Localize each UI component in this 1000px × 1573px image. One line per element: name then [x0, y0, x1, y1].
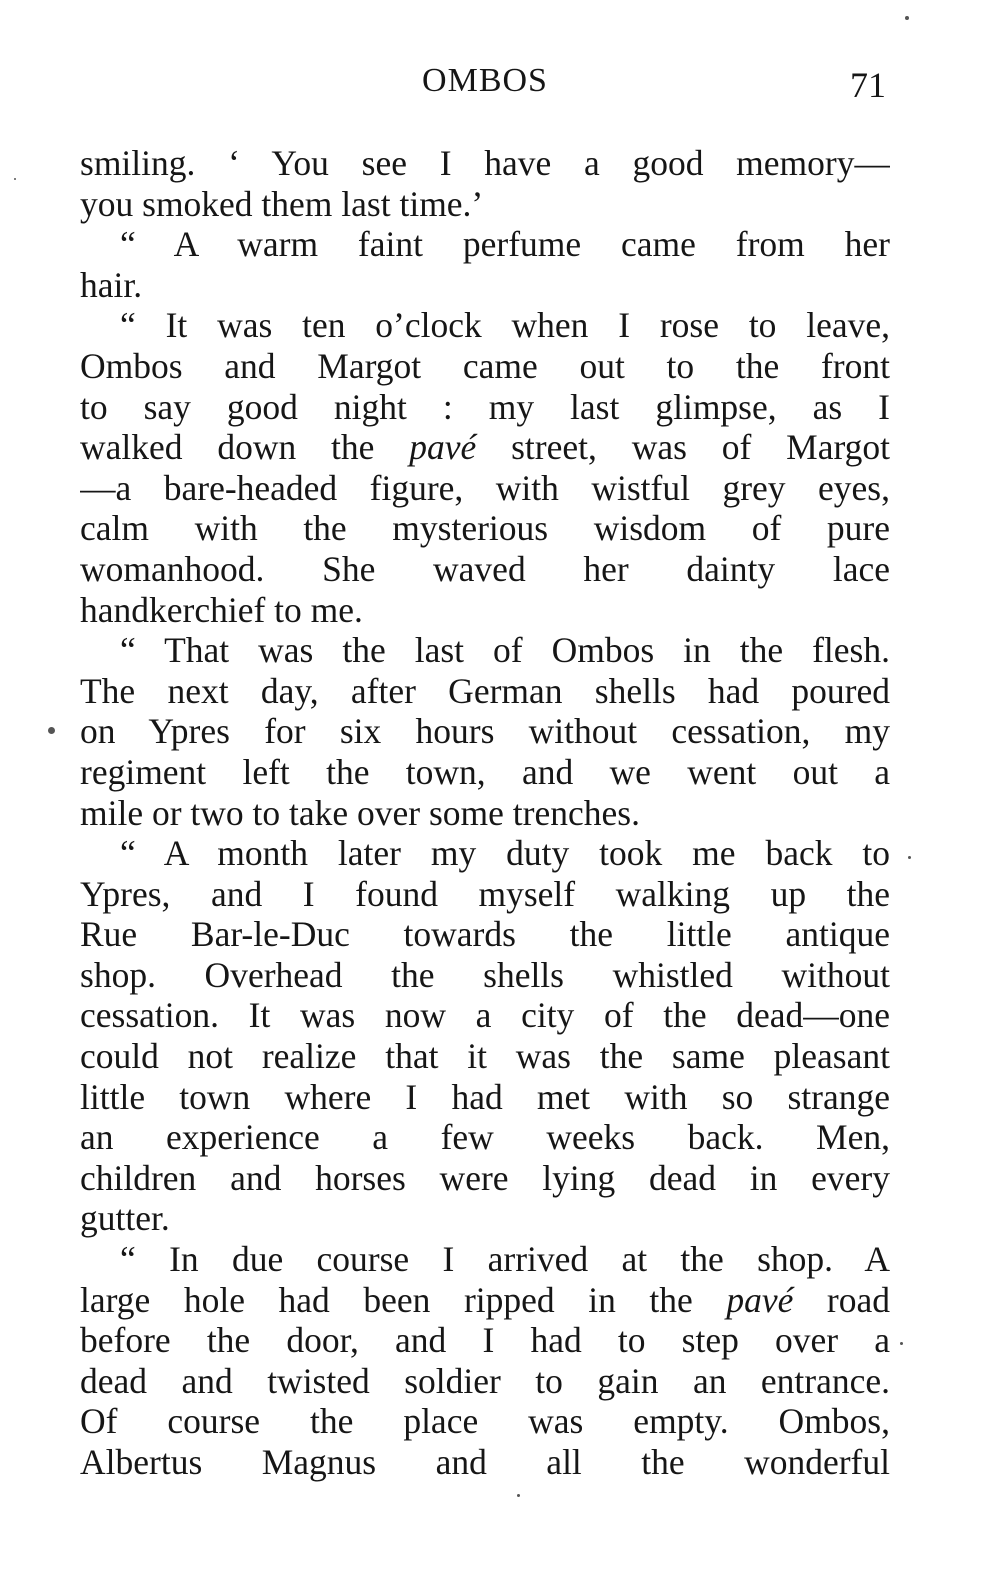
scan-speck — [14, 178, 16, 180]
text-line: little town where I had met with so strange — [80, 1076, 890, 1117]
text-line: Rue Bar-le-Duc towards the little antique — [80, 914, 890, 955]
text-line: to say good night : my last glimpse, as I — [80, 386, 890, 427]
text-line: hair. — [80, 264, 143, 305]
scan-speck — [905, 16, 909, 20]
text-line: regiment left the town, and we went out a — [80, 751, 890, 792]
scan-speck — [48, 727, 55, 734]
page-number: 71 — [850, 65, 886, 105]
text-line: before the door, and I had to step over a — [80, 1320, 890, 1361]
text-line: gutter. — [80, 1198, 170, 1239]
scan-speck — [900, 1342, 903, 1345]
running-title: OMBOS — [422, 62, 548, 99]
text-line: Albertus Magnus and all the wonderful — [80, 1442, 890, 1482]
running-head — [80, 62, 890, 110]
text-line: The next day, after German shells had poured — [80, 670, 890, 711]
text-line: “ A warm faint perfume came from her — [120, 224, 890, 265]
text-line: an experience a few weeks back. Men, — [80, 1117, 890, 1158]
text-line: shop. Overhead the shells whistled without — [80, 954, 890, 995]
text-line: you smoked them last time.’ — [80, 183, 484, 224]
text-line: Ombos and Margot came out to the front — [80, 345, 890, 386]
scan-speck — [517, 1494, 520, 1497]
text-line: walked down the pavé street, was of Margot — [80, 427, 890, 468]
text-line: on Ypres for six hours without cessation, my — [80, 711, 890, 752]
text-line: dead and twisted soldier to gain an entrance. — [80, 1360, 890, 1401]
text-line: Of course the place was empty. Ombos, — [80, 1401, 890, 1442]
text-line: —a bare-headed figure, with wistful grey eyes, — [80, 467, 890, 508]
scan-speck — [908, 856, 911, 859]
text-line: smiling. ‘ You see I have a good memory— — [80, 143, 890, 183]
text-line: Ypres, and I found myself walking up the — [80, 873, 890, 914]
body-text — [80, 143, 890, 1483]
text-line: womanhood. She waved her dainty lace — [80, 548, 890, 589]
text-line: handkerchief to me. — [80, 589, 363, 630]
text-line: “ It was ten o’clock when I rose to leave, — [120, 305, 890, 346]
text-line: “ A month later my duty took me back to — [120, 833, 890, 874]
text-line: calm with the mysterious wisdom of pure — [80, 508, 890, 549]
text-line: could not realize that it was the same pleasant — [80, 1036, 890, 1077]
text-line: “ That was the last of Ombos in the flesh. — [120, 630, 890, 671]
text-line: “ In due course I arrived at the shop. A — [120, 1239, 890, 1280]
text-line: mile or two to take over some trenches. — [80, 792, 640, 833]
text-line: children and horses were lying dead in every — [80, 1157, 890, 1198]
text-line: large hole had been ripped in the pavé road — [80, 1279, 890, 1320]
text-line: cessation. It was now a city of the dead—one — [80, 995, 890, 1036]
